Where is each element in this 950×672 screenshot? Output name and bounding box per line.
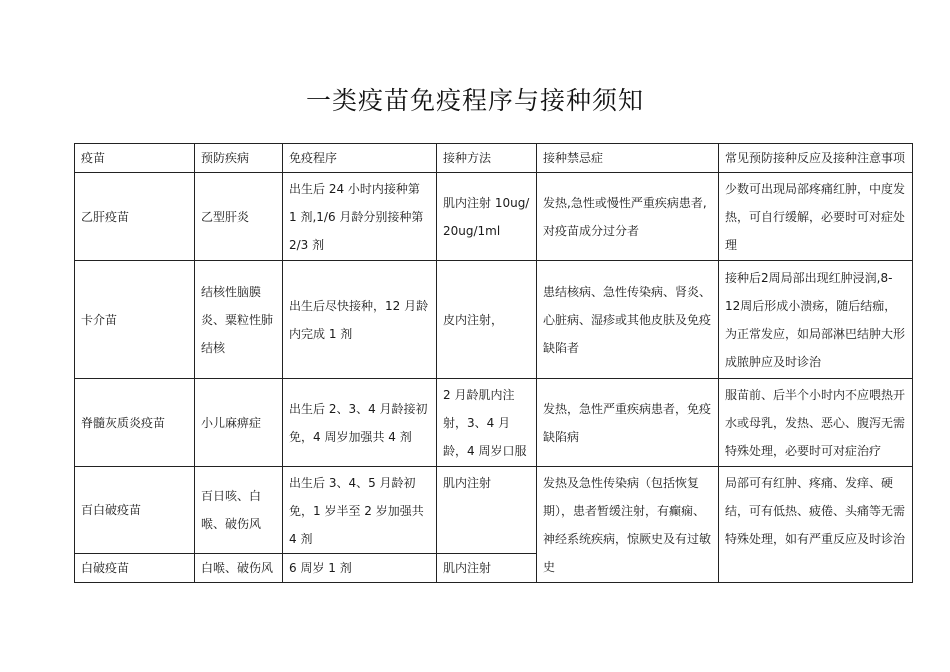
disease-name: 小儿麻痹症 — [195, 379, 283, 467]
table-header-row — [75, 144, 913, 173]
vaccine-name: 脊髓灰质炎疫苗 — [75, 379, 195, 467]
method-cell: 肌内注射 — [437, 467, 537, 554]
schedule-cell: 出生后 2、3、4 月龄接初免，4 周岁加强共 4 剂 — [283, 379, 437, 467]
header-schedule: 免疫程序 — [283, 144, 437, 173]
vaccine-name: 卡介苗 — [75, 261, 195, 379]
table-row — [75, 467, 913, 554]
table-row — [75, 379, 913, 467]
schedule-cell: 出生后尽快接种，12 月龄内完成 1 剂 — [283, 261, 437, 379]
contraindications-cell: 发热，急性严重疾病患者，免疫缺陷病 — [537, 379, 719, 467]
disease-name: 白喉、破伤风 — [195, 554, 283, 583]
page-title: 一类疫苗免疫程序与接种须知 — [305, 86, 644, 115]
vaccine-name: 白破疫苗 — [75, 554, 195, 583]
method-cell: 2 月龄肌内注射，3、4 月龄，4 周岁口服 — [437, 379, 537, 467]
schedule-cell: 6 周岁 1 剂 — [283, 554, 437, 583]
reactions-cell: 服苗前、后半个小时内不应喂热开水或母乳，发热、恶心、腹泻无需特殊处理，必要时可对症治疗 — [719, 379, 913, 467]
header-reactions: 常见预防接种反应及接种注意事项 — [719, 144, 913, 173]
disease-name: 百日咳、白喉、破伤风 — [195, 467, 283, 554]
header-method: 接种方法 — [437, 144, 537, 173]
method-cell: 皮内注射， — [437, 261, 537, 379]
contraindications-cell: 发热,急性或慢性严重疾病患者,对疫苗成分过分者 — [537, 173, 719, 261]
table-row — [75, 173, 913, 261]
vaccine-name: 百白破疫苗 — [75, 467, 195, 554]
table-row — [75, 261, 913, 379]
method-cell: 肌内注射 10ug/ 20ug/1ml — [437, 173, 537, 261]
vaccine-name: 乙肝疫苗 — [75, 173, 195, 261]
header-vaccine: 疫苗 — [75, 144, 195, 173]
header-disease: 预防疾病 — [195, 144, 283, 173]
contraindications-cell: 发热及急性传染病（包括恢复期），患者暂缓注射，有癫痫、神经系统疾病，惊厥史及有过敏史 — [537, 467, 719, 583]
method-cell: 肌内注射 — [437, 554, 537, 583]
reactions-cell: 局部可有红肿、疼痛、发痒、硬结，可有低热、疲倦、头痛等无需特殊处理，如有严重反应及时诊治 — [719, 467, 913, 583]
reactions-cell: 少数可出现局部疼痛红肿，中度发热，可自行缓解，必要时可对症处理 — [719, 173, 913, 261]
schedule-cell: 出生后 24 小时内接种第 1 剂,1/6 月龄分别接种第 2/3 剂 — [283, 173, 437, 261]
disease-name: 乙型肝炎 — [195, 173, 283, 261]
schedule-cell: 出生后 3、4、5 月龄初免，1 岁半至 2 岁加强共 4 剂 — [283, 467, 437, 554]
header-contraindications: 接种禁忌症 — [537, 144, 719, 173]
vaccine-table — [74, 143, 913, 583]
disease-name: 结核性脑膜炎、粟粒性肺结核 — [195, 261, 283, 379]
reactions-cell: 接种后2周局部出现红肿浸润,8-12周后形成小溃疡，随后结痂，为正常发应，如局部淋巴结肿大形成脓肿应及时诊治 — [719, 261, 913, 379]
contraindications-cell: 患结核病、急性传染病、肾炎、心脏病、湿疹或其他皮肤及免疫缺陷者 — [537, 261, 719, 379]
